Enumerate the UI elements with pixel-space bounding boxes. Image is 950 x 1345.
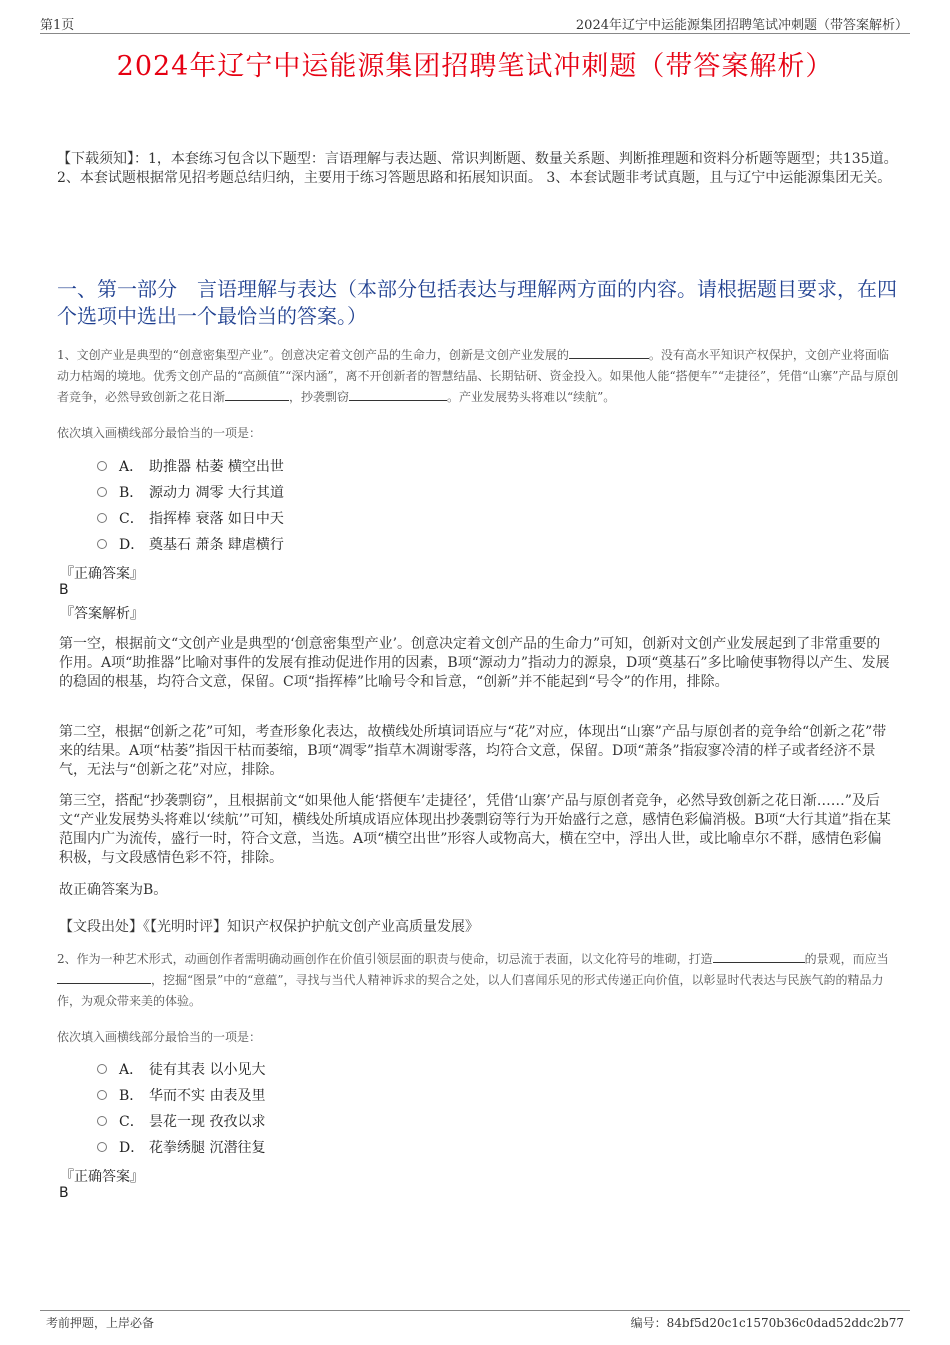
option-letter: A． — [119, 1062, 144, 1078]
fill-blank — [569, 346, 649, 359]
option-letter: C． — [119, 1114, 144, 1130]
question-1-option-b[interactable] — [97, 482, 284, 502]
footer-divider — [40, 1310, 910, 1311]
section-heading: 一、第一部分 言语理解与表达（本部分包括表达与理解两方面的内容。请根据题目要求，在四个选项中选出一个最恰当的答案。） — [57, 277, 897, 328]
question-2-option-d[interactable] — [97, 1137, 265, 1157]
question-1-text-part: 1、文创产业是典型的“创意密集型产业”。创意决定着文创产品的生命力，创新是文创产业发展的 — [57, 348, 569, 362]
radio-icon[interactable] — [97, 1090, 107, 1100]
page-title: 2024年辽宁中运能源集团招聘笔试冲刺题（带答案解析） — [116, 51, 834, 82]
option-text: 助推器 枯萎 横空出世 — [149, 459, 284, 475]
question-1-option-a[interactable] — [97, 456, 284, 476]
question-1-option-c[interactable] — [97, 508, 284, 528]
question-2-text — [57, 949, 900, 1012]
question-2-option-a[interactable] — [97, 1059, 265, 1079]
footer-slogan: 考前押题，上岸必备 — [46, 1316, 155, 1330]
correct-answer: B — [59, 1185, 69, 1201]
analysis-paragraph: 第三空，搭配“抄袭剽窃”，且根据前文“如果他人能‘搭便车’走捷径’，凭借‘山寨’产品与原创者竞争，必然导致创新之花日渐……”及后文“产业发展势头将难以‘续航’”可知，横线处所填成语应体现出抄袭剽窃等行为开始盛行之意，感情色彩偏消极。B项“大行其道”指在某范围内广为流传，盛行一时，符合文意，当选。A项“横空出世”形容人或物高大，横在空中，浮出人世，或比喻卓尔不群，感情色彩偏积极，与文段感情色彩不符，排除。 — [59, 793, 891, 866]
option-letter: C． — [119, 511, 144, 527]
option-letter: D． — [119, 537, 145, 553]
analysis-paragraph: 第二空，根据“创新之花”可知，考查形象化表达，故横线处所填词语应与“花”对应，体现出“山寨”产品与原创者的竞争给“创新之花”带来的结果。A项“枯萎”指因干枯而萎缩，B项“凋零”指草木凋谢零落，均符合文意，保留。D项“萧条”指寂寥冷清的样子或者经济不景气，无法与“创新之花”对应，排除。 — [59, 724, 887, 778]
correct-answer-label: 『正确答案』 — [60, 566, 144, 582]
fill-blank — [713, 950, 805, 963]
analysis-label: 『答案解析』 — [60, 606, 144, 622]
question-2-option-b[interactable] — [97, 1085, 265, 1105]
option-letter: D． — [119, 1140, 145, 1156]
question-1-prompt: 依次填入画横线部分最恰当的一项是： — [57, 426, 262, 440]
option-text: 华而不实 由表及里 — [149, 1088, 266, 1104]
radio-icon[interactable] — [97, 513, 107, 523]
option-text: 徒有其表 以小见大 — [149, 1062, 266, 1078]
option-text: 指挥棒 衰落 如日中天 — [149, 511, 284, 527]
question-2-option-c[interactable] — [97, 1111, 265, 1131]
option-letter: B． — [119, 485, 144, 501]
header-page-number: 第1页 — [40, 18, 75, 33]
option-text: 源动力 凋零 大行其道 — [149, 485, 284, 501]
option-text: 昙花一现 孜孜以求 — [149, 1114, 266, 1130]
download-notice: 【下载须知】：1，本套练习包含以下题型：言语理解与表达题、常识判断题、数量关系题、判断推理题和资料分析题等题型；共135道。 2、本套试题根据常见招考题总结归纳，主要用于练习答题思路和拓展知识面。 3、本套试题非考试真题，且与辽宁中运能源集团无关。 — [57, 151, 898, 186]
radio-icon[interactable] — [97, 1064, 107, 1074]
option-text: 奠基石 萧条 肆虐横行 — [149, 537, 284, 553]
footer-document-id: 编号：84bf5d20c1c1570b36c0dad52ddc2b77 — [630, 1316, 904, 1330]
passage-source: 【文段出处】《【光明时评】知识产权保护护航文创产业高质量发展》 — [59, 919, 479, 935]
option-text: 花拳绣腿 沉潜往复 — [149, 1140, 266, 1156]
question-1-option-d[interactable] — [97, 534, 284, 554]
radio-icon[interactable] — [97, 461, 107, 471]
analysis-conclusion: 故正确答案为B。 — [59, 882, 168, 898]
question-1-text-part: 。产业发展势头将难以“续航”。 — [447, 390, 616, 404]
radio-icon[interactable] — [97, 1116, 107, 1126]
radio-icon[interactable] — [97, 539, 107, 549]
fill-blank — [349, 388, 447, 401]
header-doc-title: 2024年辽宁中运能源集团招聘笔试冲刺题（带答案解析） — [575, 18, 908, 33]
question-2-text-part: 的景观，而应当 — [804, 952, 889, 966]
fill-blank — [225, 388, 289, 401]
question-2-prompt: 依次填入画横线部分最恰当的一项是： — [57, 1030, 262, 1044]
option-letter: A． — [119, 459, 144, 475]
analysis-paragraph: 第一空，根据前文“文创产业是典型的‘创意密集型产业’。创意决定着文创产品的生命力”可知，创新对文创产业发展起到了非常重要的作用。A项“助推器”比喻对事件的发展有推动促进作用的因素，B项“源动力”指动力的源泉，D项“奠基石”多比喻使事物得以产生、发展的稳固的根基，均符合文意，保留。C项“指挥棒”比喻号令和旨意，“创新”并不能起到“号令”的作用，排除。 — [59, 636, 890, 690]
option-letter: B． — [119, 1088, 144, 1104]
question-1-text — [57, 345, 900, 408]
radio-icon[interactable] — [97, 487, 107, 497]
question-1-text-part: 。没有高水平知识产权保护，文创产业将面临动力枯竭的境地。优秀文创产品的“高颜值”“深内涵”，离不开创新者的智慧结晶、长期钻研、资金投入。如果他人能“搭便车”“走捷径”，凭借“山寨”产品与原创者竞争，必然导致创新之花日渐 — [57, 348, 899, 404]
header-divider — [40, 33, 910, 34]
radio-icon[interactable] — [97, 1142, 107, 1152]
correct-answer-label: 『正确答案』 — [60, 1169, 144, 1185]
question-2-text-part: ，挖掘“图景”中的“意蕴”，寻找与当代人精神诉求的契合之处，以人们喜闻乐见的形式传递正向价值，以彰显时代表达与民族气韵的精品力作，为观众带来美的体验。 — [57, 973, 884, 1008]
question-1-text-part: ，抄袭剽窃 — [289, 390, 350, 404]
question-2-text-part: 2、作为一种艺术形式，动画创作者需明确动画创作在价值引领层面的职责与使命，切忌流于表面，以文化符号的堆砌，打造 — [57, 952, 713, 966]
fill-blank — [57, 971, 151, 984]
correct-answer: B — [59, 582, 69, 598]
